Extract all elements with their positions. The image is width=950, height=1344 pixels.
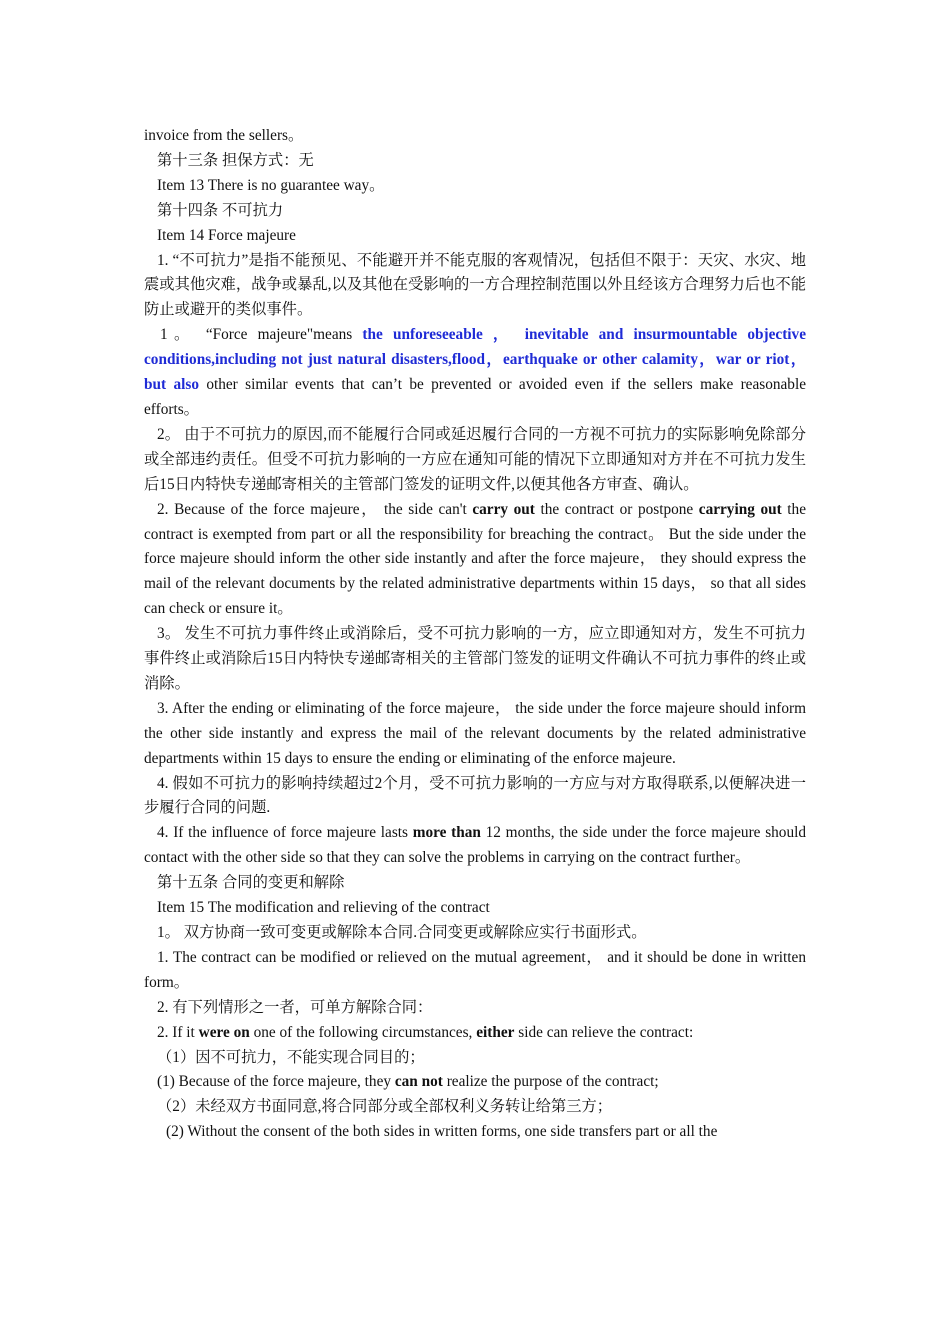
article-heading-13-en: Item 13 There is no guarantee way。 — [157, 176, 385, 194]
clause-15-2-en — [144, 1021, 806, 1046]
bold-text: more than — [412, 824, 481, 842]
clause-text: 2. Because of the force majeure， the side can't — [157, 500, 473, 518]
text-line: invoice from the sellers。 — [144, 127, 304, 144]
clause-text: realize the purpose of the contract; — [442, 1073, 659, 1091]
clause-14-2-en — [144, 498, 806, 623]
bold-text: can not — [394, 1073, 443, 1091]
sub-clause-2-en: (2) Without the consent of the both sides in written forms, one side transfers part or all the — [166, 1123, 718, 1141]
clause-text: the contract or postpone — [534, 500, 699, 518]
highlighted-text: the unforeseeable ， inevitable and insurmountable objective conditions,including not just natural disasters,flood，earthquake or other calamity，war or riot， but also — [144, 326, 806, 394]
clause-text: 2. If it — [157, 1023, 199, 1041]
article-heading-14-en: Item 14 Force majeure — [157, 226, 296, 244]
sub-clause-2-zh: （2）未经双方书面同意,将合同部分或全部权利义务转让给第三方； — [157, 1098, 613, 1116]
article-heading-13-zh: 第十三条 担保方式：无 — [157, 151, 314, 169]
bold-text: were on — [198, 1023, 250, 1041]
bold-text: carrying out — [698, 500, 782, 518]
clause-14-2-zh: 2。 由于不可抗力的原因,而不能履行合同或延迟履行合同的一方视不可抗力的实际影响免除部分或全部违约责任。但受不可抗力影响的一方应在通知可能的情况下立即通知对方并在不可抗力发生后15日内特快专递邮寄相关的主管部门签发的证明文件,以便其他各方审查、确认。 — [144, 425, 806, 493]
clause-15-1-zh: 1。 双方协商一致可变更或解除本合同.合同变更或解除应实行书面形式。 — [157, 924, 647, 941]
article-heading-15-en: Item 15 The modification and relieving of the contract — [157, 899, 490, 917]
article-heading-14-zh: 第十四条 不可抗力 — [157, 201, 284, 219]
sub-clause-1-en — [144, 1070, 806, 1095]
bold-text: either — [476, 1023, 515, 1041]
clause-text: 12 months, the side under the force majeure should contact with the other side so that they can solve the problems in carrying on the contract further。 — [144, 824, 806, 867]
clause-14-4-en — [144, 821, 806, 871]
clause-text: 1。 “Force majeure"means — [160, 326, 363, 344]
clause-14-3-zh: 3。 发生不可抗力事件终止或消除后，受不可抗力影响的一方，应立即通知对方，发生不可抗力事件终止或消除后15日内特快专递邮寄相关的主管部门签发的证明文件确认不可抗力事件的终止或消除。 — [144, 625, 806, 692]
clause-text: side can relieve the contract: — [514, 1023, 694, 1041]
clause-text: other similar events that can’t be prevented or avoided even if the sellers make reasonable efforts。 — [144, 376, 806, 418]
clause-text: one of the following circumstances, — [249, 1023, 477, 1041]
sub-clause-1-zh: （1）因不可抗力，不能实现合同目的； — [157, 1048, 425, 1066]
document-body — [144, 124, 806, 1145]
clause-text: the contract is exempted from part or all the responsibility for breaching the contract。 But the side under the force majeure should inform the other side instantly and after the force majeure， they should express the mail of the relevant documents by the related administrative departments within 15 days， so that all sides can check or ensure it。 — [144, 500, 806, 618]
clause-14-1-en — [144, 323, 806, 423]
clause-text: 4. If the influence of force majeure lasts — [157, 824, 413, 842]
clause-15-1-en: 1. The contract can be modified or relieved on the mutual agreement， and it should be done in written form。 — [144, 948, 806, 991]
bold-text: carry out — [472, 500, 535, 518]
clause-15-2-zh: 2. 有下列情形之一者，可单方解除合同： — [157, 998, 433, 1016]
clause-text: (1) Because of the force majeure, they — [157, 1073, 395, 1091]
clause-14-4-zh: 4. 假如不可抗力的影响持续超过2个月，受不可抗力影响的一方应与对方取得联系,以便解决进一步履行合同的问题. — [144, 774, 806, 817]
article-heading-15-zh: 第十五条 合同的变更和解除 — [157, 874, 345, 892]
clause-14-3-en: 3. After the ending or eliminating of the force majeure， the side under the force majeure should inform the other side instantly and express the mail of the relevant documents by the related administrative departments within 15 days to ensure the ending or eliminating of the enforce majeure. — [144, 699, 806, 767]
clause-14-1-zh: 1. “不可抗力”是指不能预见、不能避开并不能克服的客观情况，包括但不限于：天灾、水灾、地震或其他灾难，战争或暴乱,以及其他在受影响的一方合理控制范围以外且经该方合理努力后也不能防止或避开的类似事件。 — [144, 251, 806, 319]
